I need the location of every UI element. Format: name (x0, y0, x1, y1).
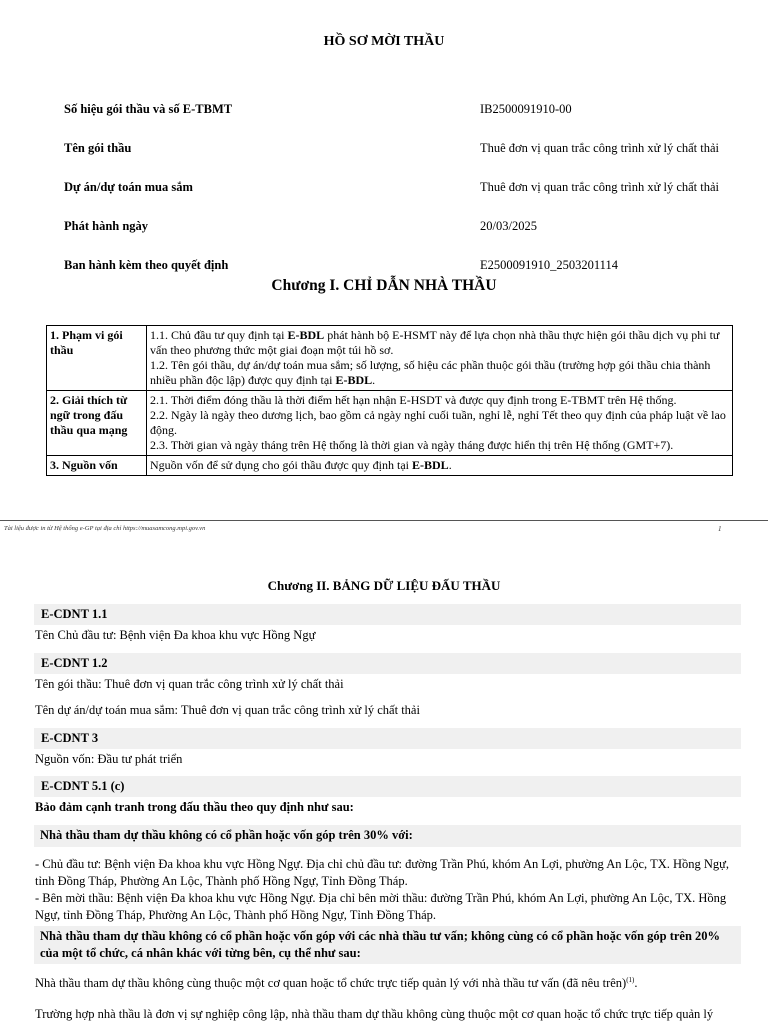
section-text: - Chủ đầu tư: Bệnh viện Đa khoa khu vực Hồng Ngự. Địa chỉ chủ đầu tư: đường Trần Phú, khóm An Lợi, phường An Lộc, TX. Hồng Ngự, tỉnh Đồng Tháp, Phường An Lộc, Thành phố Hồng Ngự, Tỉnh Đồng Tháp. (35, 857, 730, 888)
row-content (147, 326, 733, 391)
info-value: 20/03/2025 (480, 219, 537, 233)
chapter2-title: Chương II. BẢNG DỮ LIỆU ĐẤU THẦU (267, 578, 501, 593)
section-text: Nhà thầu tham dự thầu không cùng thuộc một cơ quan hoặc tổ chức trực tiếp quản lý với nhà thầu tư vấn (đã nêu trên)$^{(1)}$. (35, 976, 638, 991)
footnote-ref: (1) (626, 976, 635, 984)
row-label: 2. Giải thích từ ngữ trong đấu thầu qua mạng (47, 391, 147, 456)
clause-line: 1.1. Chủ đầu tư quy định tại E-BDL phát hành bộ E-HSMT này để lựa chọn nhà thầu thực hiện gói thầu dịch vụ phi tư vấn theo phương thức một giai đoạn một túi hồ sơ. (150, 328, 720, 357)
ebdl-ref: E-BDL (412, 458, 449, 472)
row-content (147, 391, 733, 456)
chapter1-title: Chương I. CHỈ DẪN NHÀ THẦU (271, 277, 497, 294)
footer-note: Tài liệu được in từ Hệ thống e-GP tại địa chỉ https://muasamcong.mpi.gov.vn (4, 525, 206, 532)
section-heading: E-CDNT 1.1 (34, 604, 741, 625)
table-row (47, 391, 733, 456)
info-label: Dự án/dự toán mua sắm (64, 180, 193, 194)
clause-line: 2.1. Thời điểm đóng thầu là thời điểm hết hạn nhận E-HSDT và được quy định trong E-TBMT trên Hệ thống. (150, 393, 677, 407)
section-text: Tên Chủ đầu tư: Bệnh viện Đa khoa khu vực Hồng Ngự (35, 628, 316, 642)
page-divider (0, 520, 768, 521)
clause-line: Nguồn vốn để sử dụng cho gói thầu được quy định tại E-BDL. (150, 458, 452, 472)
info-label: Phát hành ngày (64, 219, 149, 233)
info-value: E2500091910_2503201114 (480, 258, 618, 272)
table-row (47, 326, 733, 391)
info-label: Ban hành kèm theo quyết định (64, 258, 229, 272)
info-value: Thuê đơn vị quan trắc công trình xử lý chất thải (480, 180, 720, 194)
table-row (47, 456, 733, 476)
section-text: Trường hợp nhà thầu là đơn vị sự nghiệp công lập, nhà thầu tham dự thầu không cùng thuộc một cơ quan hoặc tổ chức trực tiếp quản lý (35, 1007, 714, 1021)
row-label: 3. Nguồn vốn (47, 456, 147, 476)
ebdl-ref: E-BDL (335, 373, 373, 387)
row-label: 1. Phạm vi gói thầu (47, 326, 147, 391)
section-text: - Bên mời thầu: Bệnh viện Đa khoa khu vực Hồng Ngự. Địa chỉ bên mời thầu: đường Trần Phú, khóm An Lợi, phường An Lộc, TX. Hồng Ngự, tỉnh Đồng Tháp, Phường An Lộc, Thành phố Hồng Ngự, Tỉnh Đồng Tháp. (35, 891, 727, 922)
section-heading: E-CDNT 1.2 (34, 653, 741, 674)
section-bold-text: Bảo đảm cạnh tranh trong đấu thầu theo quy định như sau: (35, 800, 354, 814)
info-label: Tên gói thầu (64, 141, 132, 155)
row-content (147, 456, 733, 476)
clause-line: 1.2. Tên gói thầu, dự án/dự toán mua sắm; số lượng, số hiệu các phần thuộc gói thầu (trường hợp gói thầu chia thành nhiều phần độc lập) được quy định tại E-BDL. (150, 358, 711, 387)
section-text: Tên gói thầu: Thuê đơn vị quan trắc công trình xử lý chất thải (35, 677, 344, 691)
info-value: IB2500091910-00 (480, 102, 572, 116)
section-text: Nguồn vốn: Đầu tư phát triển (35, 752, 183, 766)
requirement-box: Nhà thầu tham dự thầu không có cổ phần hoặc vốn góp với các nhà thầu tư vấn; không cùng có cổ phần hoặc vốn góp trên 20% của một tổ chức, cá nhân khác với từng bên, cụ thể như sau: (34, 926, 741, 964)
info-label: Số hiệu gói thầu và số E-TBMT (64, 102, 233, 116)
clause-line: 2.3. Thời gian và ngày tháng trên Hệ thống là thời gian và ngày tháng được hiển thị trên Hệ thống (GMT+7). (150, 438, 674, 452)
instructions-table (46, 325, 733, 476)
document-title: HỒ SƠ MỜI THẦU (323, 34, 445, 49)
clause-line: 2.2. Ngày là ngày theo dương lịch, bao gồm cả ngày nghỉ cuối tuần, nghỉ lễ, nghỉ Tết theo quy định của pháp luật về lao động. (150, 408, 726, 437)
section-heading: E-CDNT 5.1 (c) (34, 776, 741, 797)
page-number: 1 (718, 525, 722, 533)
info-value: Thuê đơn vị quan trắc công trình xử lý chất thải (480, 141, 720, 155)
section-text: Tên dự án/dự toán mua sắm: Thuê đơn vị quan trắc công trình xử lý chất thải (35, 703, 420, 717)
ebdl-ref: E-BDL (287, 328, 325, 342)
requirement-box: Nhà thầu tham dự thầu không có cổ phần hoặc vốn góp trên 30% với: (34, 825, 741, 847)
section-heading: E-CDNT 3 (34, 728, 741, 749)
